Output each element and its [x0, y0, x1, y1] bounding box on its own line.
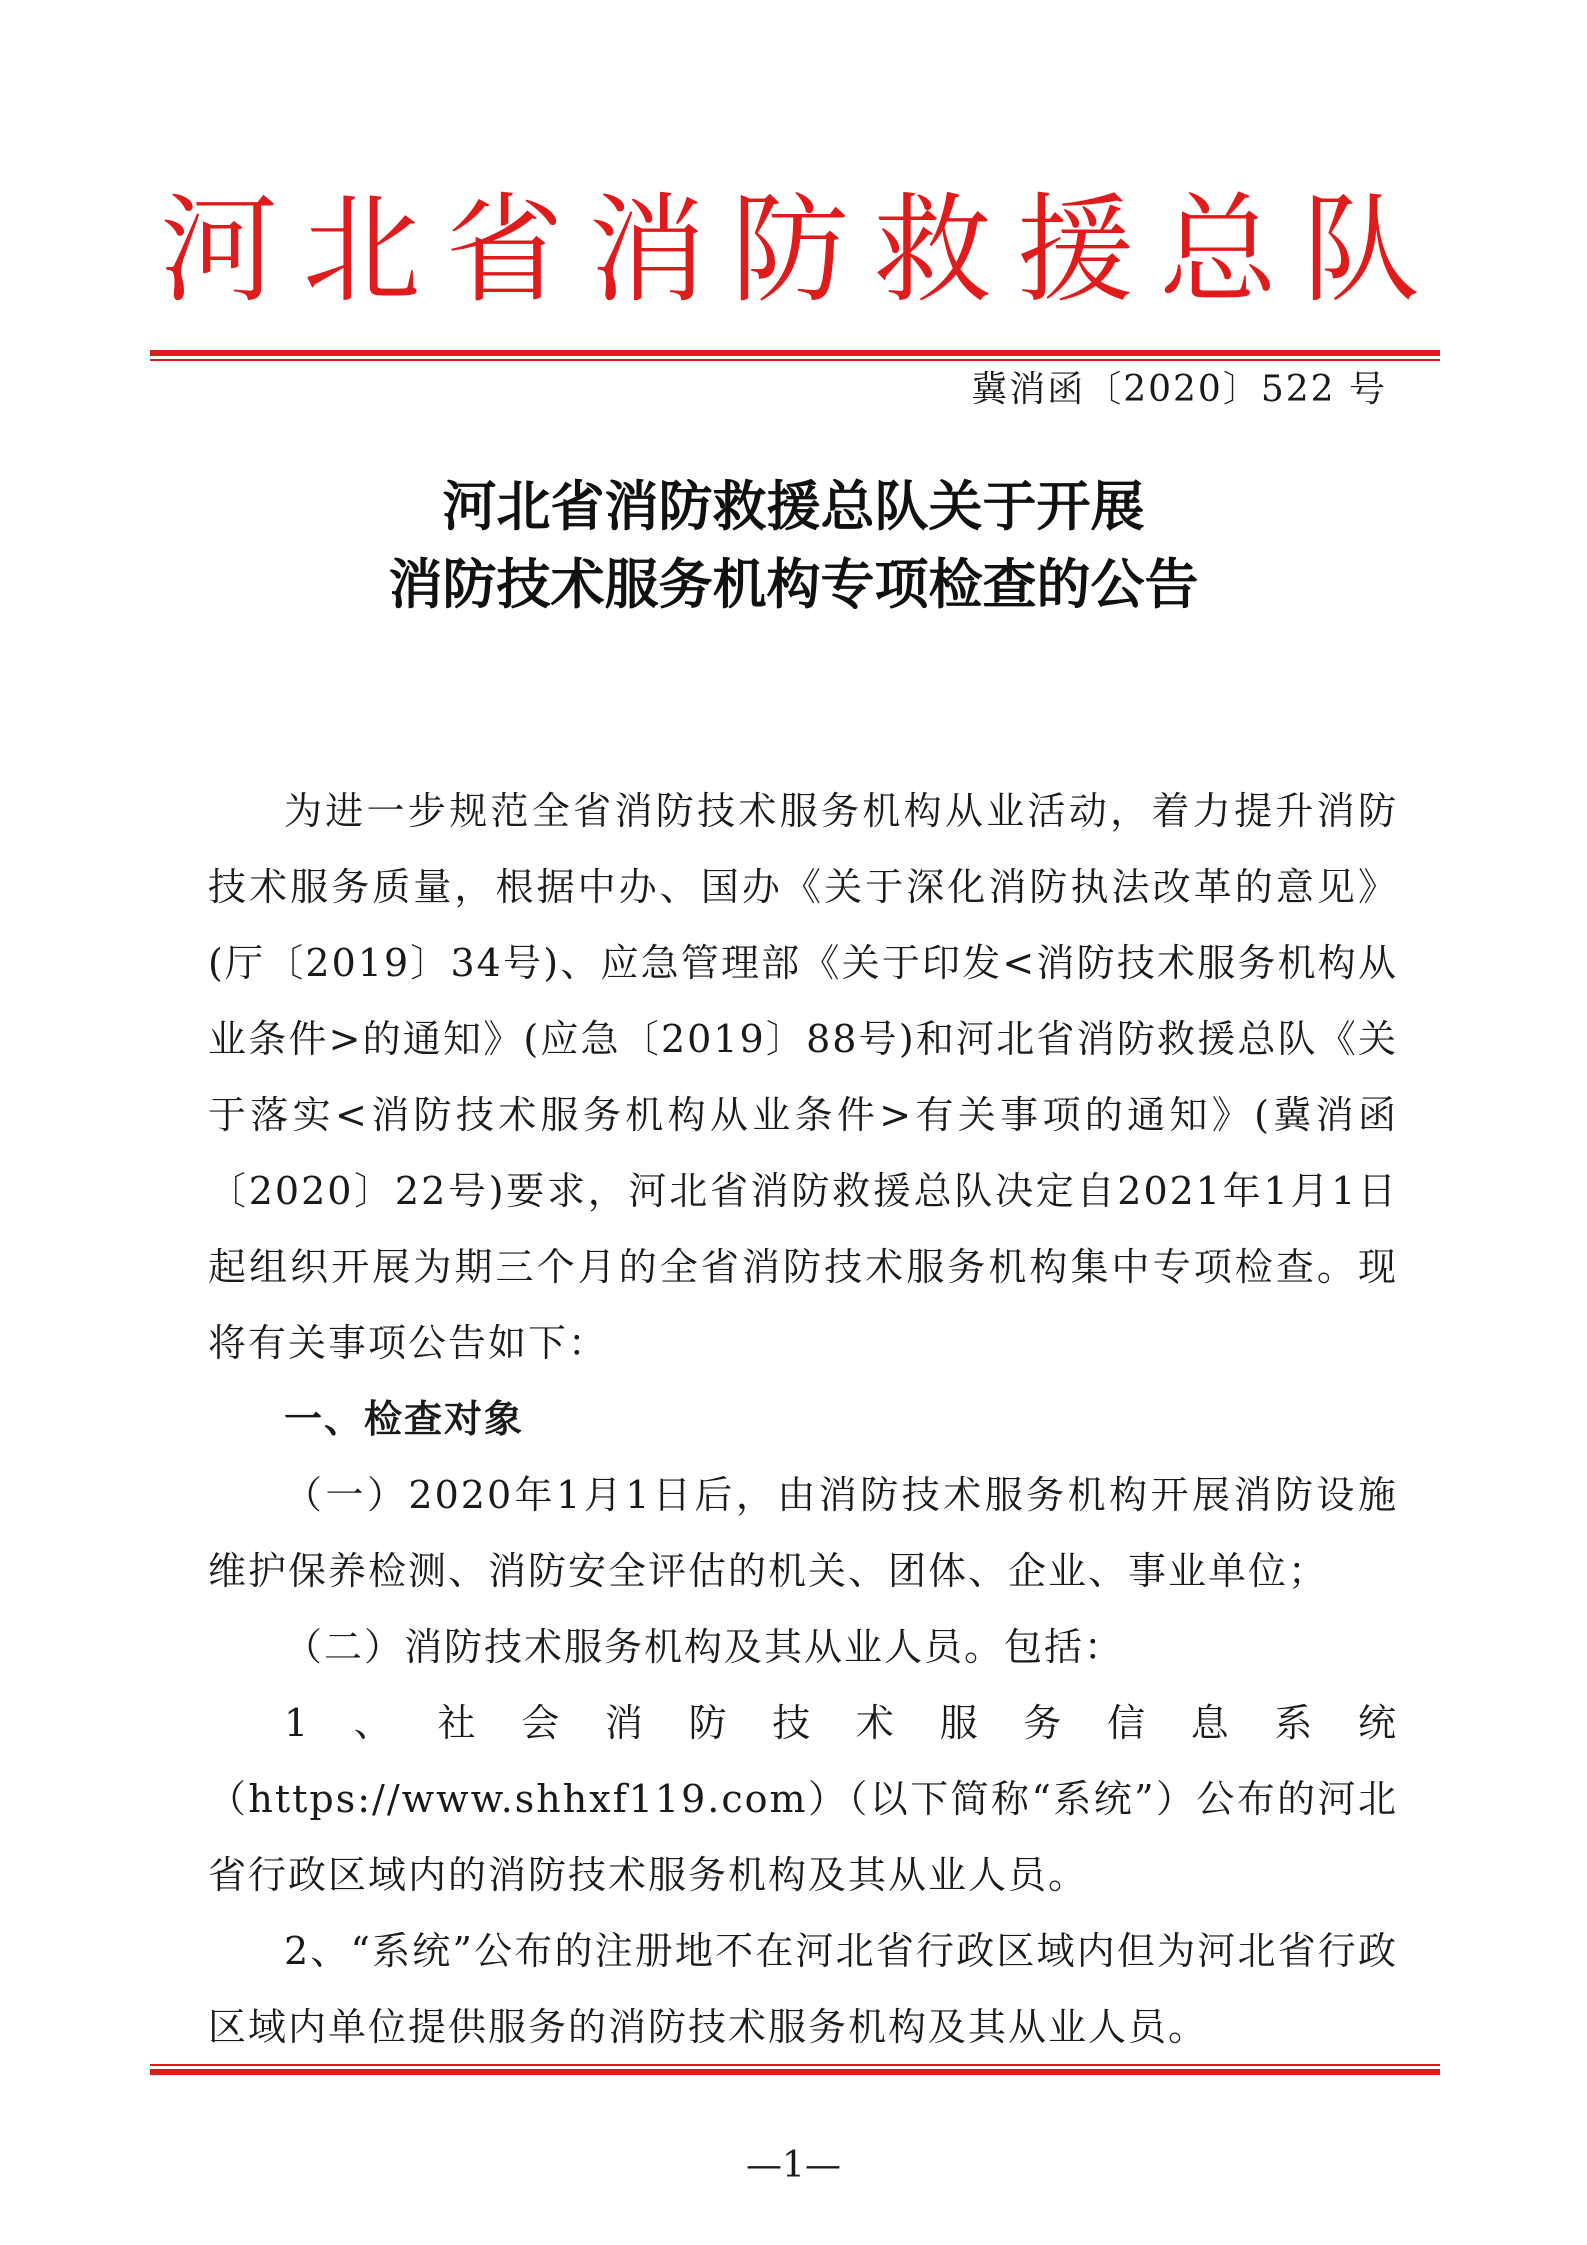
section-heading: 一、检查对象: [284, 1397, 525, 1441]
letterhead-char: 防: [730, 181, 849, 319]
document-number: 冀消函〔2020〕522 号: [971, 369, 1387, 410]
header-red-rule-thick: [150, 350, 1440, 356]
footer-red-rule-thick: [150, 2069, 1440, 2075]
header-red-rule-thin: [150, 359, 1440, 361]
list-item: （二）消防技术服务机构及其从业人员。包括：: [284, 1625, 1125, 1669]
sub-item: 1、社会消防技术服务信息系统（https://www.shhxf119.com）（以下简称“系统”）公布的河北省行政区域内的消防技术服务机构及其从业人员。: [208, 1701, 1398, 1897]
document-body: [208, 773, 1398, 2065]
intro-paragraph: 为进一步规范全省消防技术服务机构从业活动，着力提升消防技术服务质量，根据中办、国办《关于深化消防执法改革的意见》(厅〔2019〕34号)、应急管理部《关于印发<消防技术服务机构从业条件>的通知》(应急〔2019〕88号)和河北省消防救援总队《关于落实<消防技术服务机构从业条件>有关事项的通知》(冀消函〔2020〕22号)要求，河北省消防救援总队决定自2021年1月1日起组织开展为期三个月的全省消防技术服务机构集中专项检查。现将有关事项公告如下：: [208, 789, 1398, 1365]
letterhead-char: 消: [588, 181, 707, 319]
list-item: （一）2020年1月1日后，由消防技术服务机构开展消防设施维护保养检测、消防安全评估的机关、团体、企业、事业单位；: [208, 1473, 1398, 1593]
letterhead-char: 队: [1301, 181, 1420, 319]
letterhead-title: [160, 165, 1420, 335]
letterhead-char: 河: [160, 181, 279, 319]
letterhead-char: 救: [873, 181, 992, 319]
letterhead-char: 援: [1016, 181, 1135, 319]
document-title-line-1: 河北省消防救援总队关于开展: [442, 474, 1145, 538]
document-title-line-2: 消防技术服务机构专项检查的公告: [388, 552, 1199, 616]
letterhead-char: 省: [445, 181, 564, 319]
sub-item: 2、“系统”公布的注册地不在河北省行政区域内但为河北省行政区域内单位提供服务的消防技术服务机构及其从业人员。: [208, 1929, 1398, 2049]
page-number: —1—: [746, 2145, 841, 2186]
letterhead-char: 总: [1159, 181, 1278, 319]
letterhead-char: 北: [302, 181, 421, 319]
footer-red-rule-thin: [150, 2064, 1440, 2066]
